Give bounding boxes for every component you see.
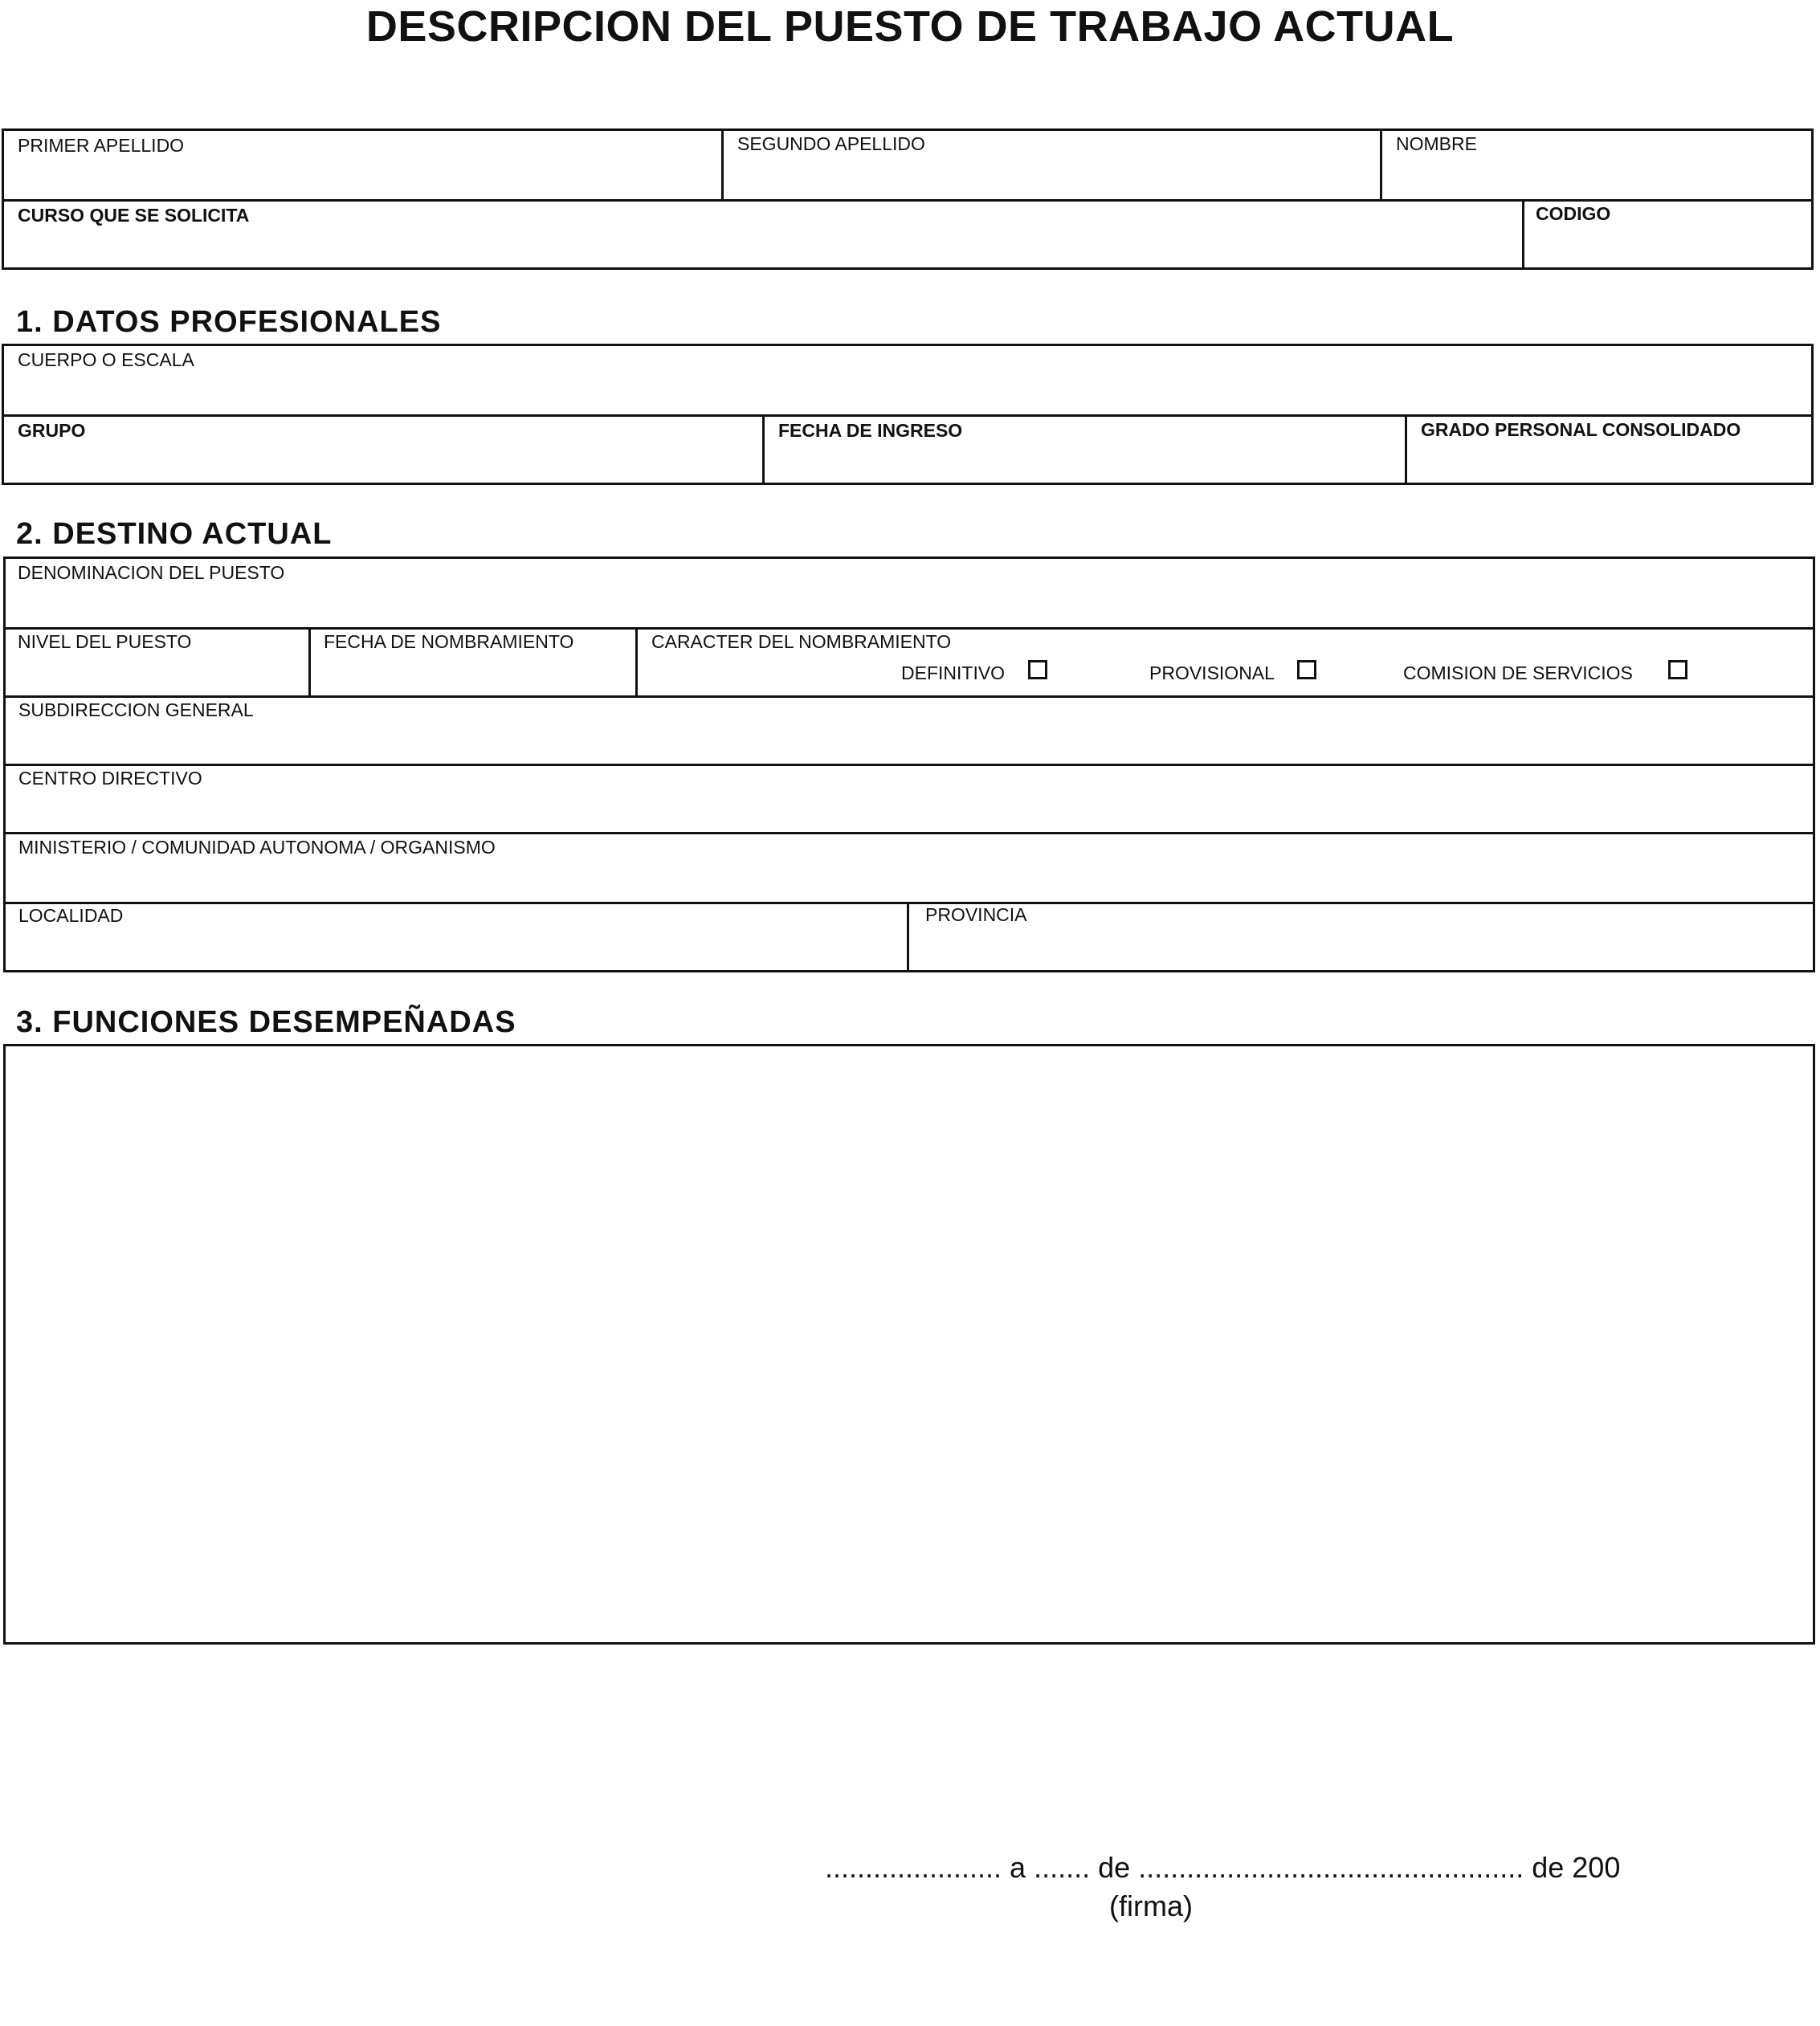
section-3-title: 3. FUNCIONES DESEMPEÑADAS	[16, 1005, 516, 1039]
nivel-puesto-label: NIVEL DEL PUESTO	[18, 631, 192, 652]
comision-servicios-option-label: COMISION DE SERVICIOS	[1403, 662, 1633, 683]
provisional-checkbox[interactable]	[1297, 660, 1316, 679]
curso-label: CURSO QUE SE SOLICITA	[18, 205, 250, 226]
fecha-ingreso-field[interactable]	[765, 417, 1405, 483]
section-2-box	[3, 556, 1815, 972]
denominacion-label: DENOMINACION DEL PUESTO	[18, 562, 285, 583]
segundo-apellido-field[interactable]	[724, 131, 1380, 199]
comision-servicios-checkbox[interactable]	[1668, 660, 1687, 679]
fecha-nombramiento-label: FECHA DE NOMBRAMIENTO	[324, 631, 574, 652]
ministerio-label: MINISTERIO / COMUNIDAD AUTONOMA / ORGANISMO	[18, 837, 496, 858]
codigo-field[interactable]	[1524, 202, 1811, 267]
centro-directivo-field[interactable]	[6, 766, 1813, 832]
section-1-box	[2, 344, 1814, 485]
codigo-label: CODIGO	[1536, 203, 1611, 224]
fecha-nombramiento-field[interactable]	[311, 630, 635, 695]
nivel-puesto-field[interactable]	[6, 630, 308, 695]
localidad-field[interactable]	[6, 904, 907, 970]
localidad-label: LOCALIDAD	[18, 905, 124, 926]
signature-date-line: ...................... a ....... de ................................................ de 200	[825, 1851, 1621, 1884]
caracter-nombramiento-group	[638, 630, 1813, 695]
cuerpo-escala-label: CUERPO O ESCALA	[18, 349, 194, 370]
segundo-apellido-label: SEGUNDO APELLIDO	[737, 133, 925, 154]
funciones-textarea[interactable]	[3, 1044, 1815, 1645]
grado-field[interactable]	[1407, 417, 1811, 483]
page-title: DESCRIPCION DEL PUESTO DE TRABAJO ACTUAL	[365, 2, 1455, 51]
cuerpo-escala-field[interactable]	[4, 346, 1811, 414]
definitivo-option-label: DEFINITIVO	[901, 662, 1006, 683]
definitivo-checkbox[interactable]	[1028, 660, 1047, 679]
section-1-title: 1. DATOS PROFESIONALES	[16, 305, 442, 339]
curso-field[interactable]	[4, 202, 1522, 267]
ministerio-field[interactable]	[6, 834, 1813, 902]
provincia-field[interactable]	[909, 904, 1813, 970]
nombre-field[interactable]	[1382, 131, 1811, 199]
subdireccion-label: SUBDIRECCION GENERAL	[18, 699, 254, 720]
provisional-option-label: PROVISIONAL	[1149, 662, 1275, 683]
nombre-label: NOMBRE	[1396, 133, 1477, 154]
primer-apellido-label: PRIMER APELLIDO	[18, 135, 185, 156]
primer-apellido-field[interactable]	[4, 131, 721, 199]
centro-directivo-label: CENTRO DIRECTIVO	[18, 768, 202, 789]
grupo-field[interactable]	[4, 417, 762, 483]
section-2-title: 2. DESTINO ACTUAL	[16, 517, 333, 551]
fecha-ingreso-label: FECHA DE INGRESO	[778, 420, 963, 441]
grado-label: GRADO PERSONAL CONSOLIDADO	[1421, 419, 1741, 440]
signature-firma-label: (firma)	[1109, 1889, 1193, 1922]
caracter-nombramiento-label: CARACTER DEL NOMBRAMIENTO	[651, 631, 952, 652]
applicant-header-box	[2, 128, 1814, 270]
grupo-label: GRUPO	[18, 420, 86, 441]
subdireccion-field[interactable]	[6, 698, 1813, 764]
denominacion-field[interactable]	[6, 559, 1813, 627]
provincia-label: PROVINCIA	[925, 904, 1027, 925]
